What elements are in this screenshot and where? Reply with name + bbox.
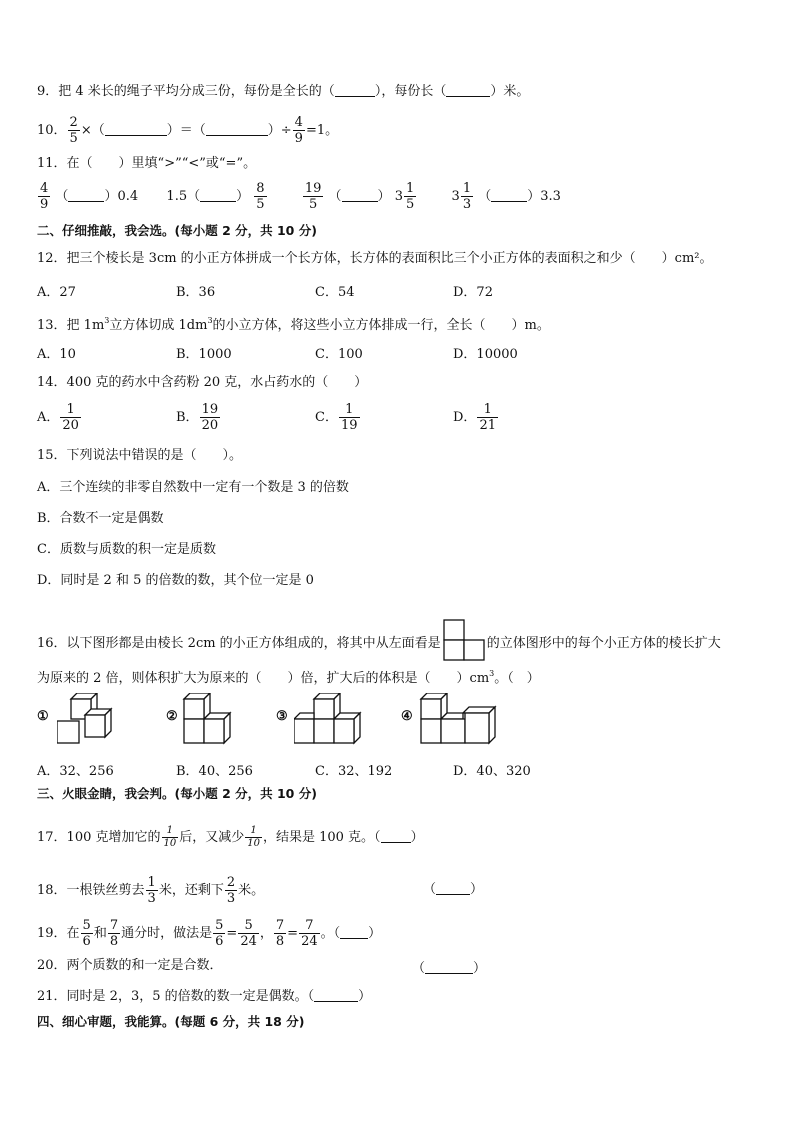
section-2-heading: 二、仔细推敲，我会选。(每小题 2 分，共 10 分): [37, 223, 317, 238]
q20-blank[interactable]: [425, 961, 473, 974]
q18-answer-paren: （ ）: [423, 882, 484, 897]
q16-option-b[interactable]: B．40、256: [176, 764, 253, 779]
q10-fraction-1: $\frac{2}{5}$: [69, 115, 78, 146]
q11-blank-3[interactable]: [342, 189, 378, 202]
q14-option-d[interactable]: D． $\frac{1}{21}$: [453, 402, 496, 433]
q11-a-fraction: $\frac{4}{9}$: [40, 181, 49, 212]
q12-option-c[interactable]: C．54: [315, 285, 355, 300]
question-14: 14．400 克的药水中含药粉 20 克，水占药水的（ ）: [37, 375, 368, 390]
question-11-title: 11．在（ ）里填“>”“<”或“=”。: [37, 156, 257, 171]
q11-b-fraction: $\frac{8}{5}$: [256, 181, 265, 212]
q18-blank[interactable]: [436, 882, 470, 895]
q13-option-a[interactable]: A．10: [37, 347, 76, 362]
figure-1-label: ①: [37, 709, 49, 724]
q10-number: 10．: [37, 123, 67, 138]
q10-end: =1。: [305, 123, 339, 138]
q15-option-d[interactable]: D．同时是 2 和 5 的倍数的数，其个位一定是 0: [37, 573, 314, 588]
question-16-line-1: 16．以下图形都是由棱长 2cm 的小正方体组成的，将其中从左面看是 的立体图形中的每个小正方体的棱长扩大: [37, 619, 721, 661]
q15-option-c[interactable]: C．质数与质数的积一定是质数: [37, 542, 216, 557]
q11-d-fraction: $\frac{1}{3}$: [462, 181, 472, 212]
q9-text-b: ），每份长（: [374, 84, 447, 99]
question-9: [37, 83, 529, 101]
q13-option-c[interactable]: C．100: [315, 347, 363, 362]
question-16-line-2: 为原来的 2 倍，则体积扩大为原来的（ ）倍，扩大后的体积是（ ）$cm^3$。（ ）: [37, 669, 540, 686]
question-18: 18．一根铁丝剪去 $\frac{1}{3}$ 米，还剩下 $\frac{2}{3}$ 米。: [37, 875, 265, 906]
question-12: 12．把三个棱长是 3cm 的小正方体拼成一个长方体，长方体的表面积比三个小正方体的表面积之和少（ ）cm²。: [37, 251, 713, 266]
q14-option-a[interactable]: A． $\frac{1}{20}$: [37, 402, 79, 433]
q15-option-b[interactable]: B．合数不一定是偶数: [37, 511, 164, 526]
q10-blank-2[interactable]: [206, 123, 268, 136]
q15-option-a[interactable]: A．三个连续的非零自然数中一定有一个数是 3 的倍数: [37, 480, 349, 495]
q10-mid: ）＝（: [166, 123, 206, 138]
q12-option-d[interactable]: D．72: [453, 285, 493, 300]
q9-text-c: ）米。: [490, 84, 530, 99]
q11-c-right-fraction: $\frac{1}{5}$: [405, 181, 415, 212]
q12-option-a[interactable]: A．27: [37, 285, 76, 300]
question-15: 15．下列说法中错误的是（ ）。: [37, 448, 243, 463]
question-17: 17．100 克增加它的 $\frac{1}{10}$ 后，又减少 $\frac{1}{10}$ ，结果是 100 克。（ ）: [37, 825, 424, 849]
q20-answer-paren: （ ）: [412, 961, 487, 976]
figure-3-label: ③: [276, 709, 288, 724]
q11-c-fraction: $\frac{19}{5}$: [304, 181, 322, 212]
q21-blank[interactable]: [314, 989, 358, 1002]
q19-blank[interactable]: [340, 926, 368, 939]
q10-blank-1[interactable]: [105, 123, 167, 136]
side-view-icon: [443, 619, 485, 661]
q12-option-b[interactable]: B．36: [176, 285, 216, 300]
question-21: 21．同时是 2，3，5 的倍数的数一定是偶数。（ ）: [37, 989, 372, 1004]
q11-blank-2[interactable]: [200, 189, 236, 202]
q16-option-c[interactable]: C．32、192: [315, 764, 393, 779]
q17-blank[interactable]: [381, 830, 411, 843]
figure-3-cubes: [294, 693, 384, 745]
q9-text-a: 9．把 4 米长的绳子平均分成三份，每份是全长的（: [37, 84, 335, 99]
q9-blank-2[interactable]: [446, 84, 490, 97]
q9-blank-1[interactable]: [335, 84, 375, 97]
question-11-items: $\frac{4}{9}$ （ ）0.4 1.5（ ） $\frac{8}{5}$ $\frac{19}{5}$ （ ） 3 $\frac{1}{5}$ 3 $\frac{1}{3}$ （ ）3.3: [40, 181, 561, 212]
q10-times: ×（: [80, 123, 105, 138]
q13-option-b[interactable]: B．1000: [176, 347, 232, 362]
q10-div: ）÷: [267, 123, 292, 138]
section-4-heading: 四、细心审题，我能算。(每题 6 分，共 18 分): [37, 1014, 305, 1029]
section-3-heading: 三、火眼金睛，我会判。(每小题 2 分，共 10 分): [37, 786, 317, 801]
q13-option-d[interactable]: D．10000: [453, 347, 518, 362]
question-10: [37, 116, 338, 145]
q11-blank-1[interactable]: [68, 189, 104, 202]
q11-blank-4[interactable]: [491, 189, 527, 202]
figure-4-cubes: [419, 693, 509, 745]
figure-2-label: ②: [166, 709, 178, 724]
question-20: 20．两个质数的和一定是合数．: [37, 958, 223, 973]
figure-2-cubes: [182, 693, 262, 745]
q16-option-d[interactable]: D．40、320: [453, 764, 531, 779]
q14-option-b[interactable]: B． $\frac{19}{20}$: [176, 402, 219, 433]
figure-4-label: ④: [401, 709, 413, 724]
q16-option-a[interactable]: A．32、256: [37, 764, 114, 779]
question-13: 13．把 $1m^3$立方体切成 $1dm^3$的小立方体，将这些小立方体排成一行，全长（ ）m。: [37, 316, 550, 333]
q10-fraction-2: $\frac{4}{9}$: [294, 115, 303, 146]
question-19: 19．在 $\frac{5}{6}$ 和 $\frac{7}{8}$ 通分时，做法是 $\frac{5}{6}$ = $\frac{5}{24}$ ， $\frac{7}{8}$ = $\frac{7}{24}$ 。（ ）: [37, 918, 382, 949]
q14-option-c[interactable]: C． $\frac{1}{19}$: [315, 402, 358, 433]
figure-1-cubes: [57, 693, 137, 745]
